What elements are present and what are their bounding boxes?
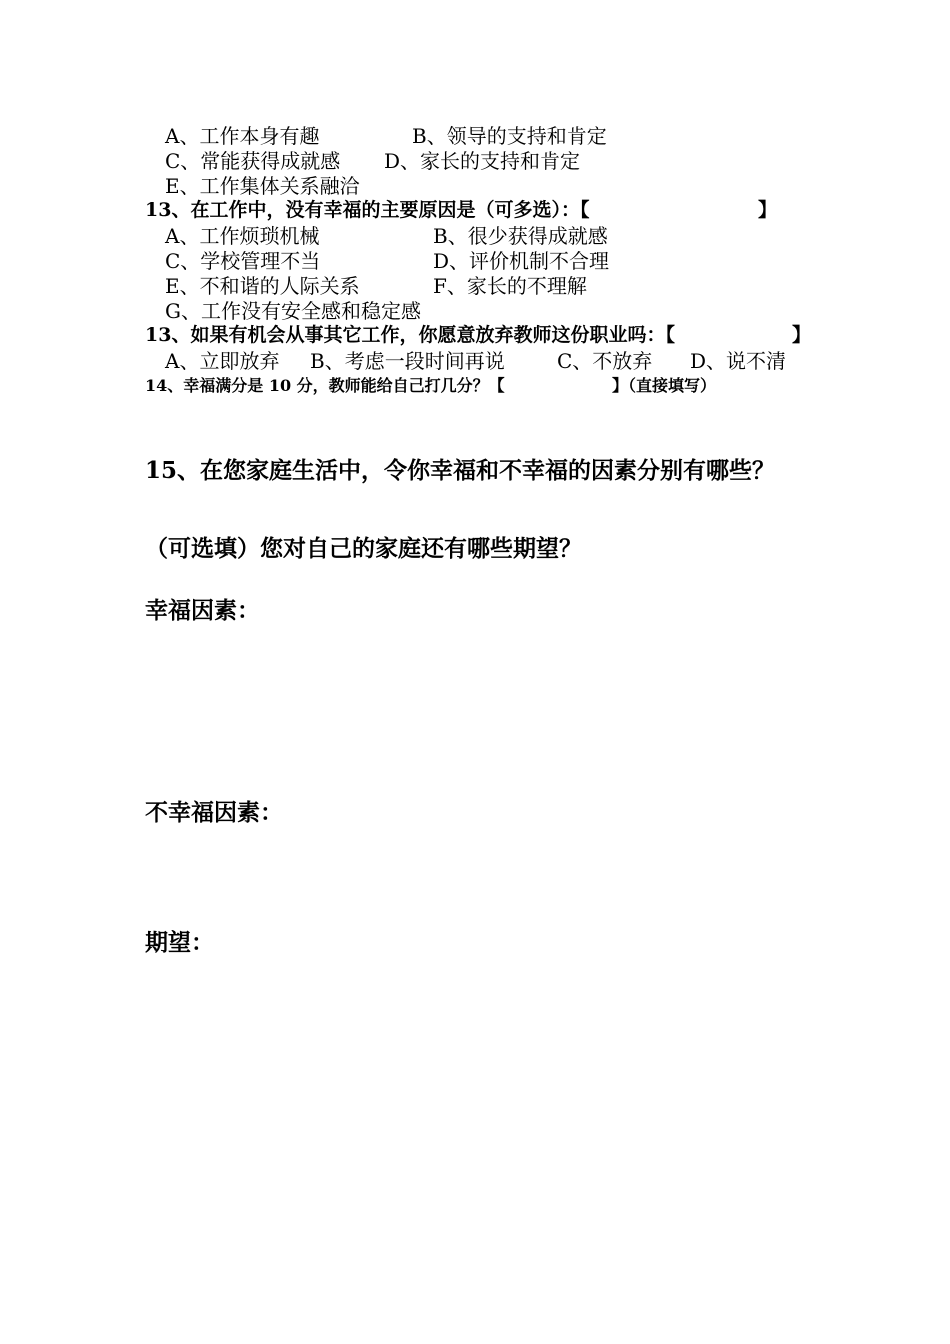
q14-question: 14、幸福满分是 10 分，教师能给自己打几分？【 bbox=[145, 376, 505, 395]
q13-career-option-d: D、说不清 bbox=[690, 349, 787, 373]
q13-reasons-option-d: D、评价机制不合理 bbox=[433, 249, 610, 273]
unhappy-factors-label: 不幸福因素： bbox=[145, 799, 283, 826]
q13-reasons-option-g: G、工作没有安全感和稳定感 bbox=[165, 299, 421, 323]
q12-option-d: D、家长的支持和肯定 bbox=[384, 149, 581, 173]
q13-career-option-b: B、考虑一段时间再说 bbox=[310, 349, 505, 373]
q13-career-option-a: A、立即放弃 bbox=[165, 349, 280, 373]
hope-answer-area[interactable] bbox=[145, 967, 805, 1167]
q13-reasons-option-b: B、很少获得成就感 bbox=[433, 224, 608, 248]
q15-optional-prompt: （可选填）您对自己的家庭还有哪些期望？ bbox=[145, 535, 582, 562]
q12-option-b: B、领导的支持和肯定 bbox=[412, 124, 607, 148]
q14-answer-suffix: 】（直接填写） bbox=[612, 376, 717, 395]
unhappy-factors-answer-area[interactable] bbox=[145, 837, 805, 917]
q13-career-question: 13、如果有机会从事其它工作，你愿意放弃教师这份职业吗：【 bbox=[145, 324, 675, 346]
q13-reasons-question: 13、在工作中，没有幸福的主要原因是（可多选）：【 bbox=[145, 199, 590, 221]
q13-reasons-option-f: F、家长的不理解 bbox=[433, 274, 587, 298]
q13-career-option-c: C、不放弃 bbox=[557, 349, 653, 373]
q13-reasons-option-a: A、工作烦琐机械 bbox=[165, 224, 320, 248]
happy-factors-answer-area[interactable] bbox=[145, 635, 805, 785]
q13-reasons-option-e: E、不和谐的人际关系 bbox=[165, 274, 360, 298]
q12-option-c: C、常能获得成就感 bbox=[165, 149, 341, 173]
hope-label: 期望： bbox=[145, 929, 214, 956]
q13-career-answer-bracket-close: 】 bbox=[792, 324, 812, 346]
q12-option-e: E、工作集体关系融洽 bbox=[165, 174, 360, 198]
happy-factors-label: 幸福因素： bbox=[145, 597, 260, 624]
q13-reasons-answer-bracket-close: 】 bbox=[758, 199, 778, 221]
q13-reasons-option-c: C、学校管理不当 bbox=[165, 249, 321, 273]
q15-question: 15、在您家庭生活中，令你幸福和不幸福的因素分别有哪些？ bbox=[145, 457, 776, 484]
q12-option-a: A、工作本身有趣 bbox=[165, 124, 320, 148]
